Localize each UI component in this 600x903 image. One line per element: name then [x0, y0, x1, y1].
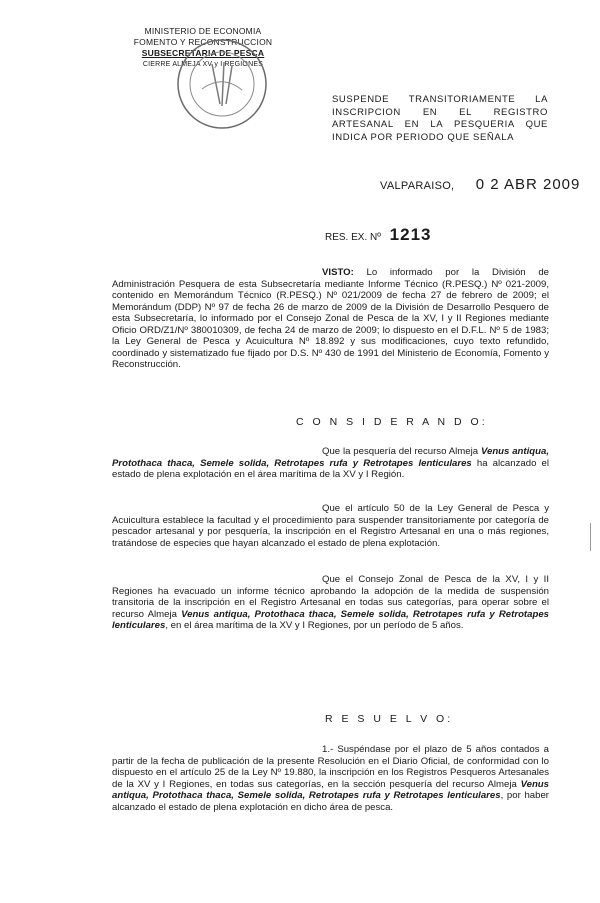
considerando-1-text-a: Que la pesquería del recurso Almeja — [322, 446, 481, 457]
official-seal-stamp — [172, 34, 272, 134]
resolution-number: 1213 — [389, 225, 432, 244]
resuelvo-1-species: Venus antiqua, Protothaca thaca, Semele solida, Retrotapes rufa y Retrotapes lenticulares — [112, 778, 549, 801]
visto-paragraph — [112, 267, 549, 371]
resuelvo-paragraph-1 — [112, 744, 549, 813]
considerando-paragraph-2: Que el artículo 50 de la Ley General de Pesca y Acuicultura establece la facultad y el procedimiento para suspender transitoriamente por categoría de pescador artesanal y por pesquería, la inscripción en el Registro Artesanal en una o más regiones, tratándose de especies que hayan alcanzado el estado de plena explotación. — [112, 503, 549, 549]
ministry-name-line2: FOMENTO Y RECONSTRUCCION — [133, 37, 273, 47]
page-edge-mark — [590, 523, 599, 551]
resuelvo-1-text-a: 1.- Suspéndase por el plazo de 5 años contados a partir de la fecha de publicación de la presente Resolución en el Diario Oficial, de conformidad con lo dispuesto en el artículo 25 de la Ley Nº 19.880, la inscripción en los Registros Pesqueros Artesanales de la XV y I Regiones, en todas sus categorías, en la sección pesquería del recurso Almeja — [112, 744, 549, 790]
resolution-number-line — [325, 225, 432, 245]
considerando-paragraph-1 — [112, 446, 549, 481]
date-stamp: 0 2 ABR 2009 — [475, 176, 581, 193]
resolution-number-label: RES. EX. Nº — [325, 232, 381, 243]
considerando-1-text-b: ha alcanzado el estado de plena explotación en el área marítima de la XV y I Región. — [112, 457, 549, 480]
considerando-heading: C O N S I D E R A N D O: — [296, 416, 488, 428]
considerando-3-text-a: Que el Consejo Zonal de Pesca de la XV, I y II Regiones ha evacuado un informe técnico aprobando la adopción de la medida de suspensión transitoria de la inscripción en el Registro Artesanal en todas sus categorías, para operar sobre el recurso Almeja — [112, 574, 549, 620]
resolution-subject: SUSPENDE TRANSITORIAMENTE LA INSCRIPCION EN EL REGISTRO ARTESANAL EN LA PESQUERIA QUE INDICA POR PERIODO QUE SEÑALA — [332, 94, 548, 143]
considerando-3-species: Venus antiqua, Protothaca thaca, Semele solida, Retrotapes rufa y Retrotapes lenticulares — [112, 608, 549, 631]
considerando-3-text-b: , en el área marítima de la XV y I Regiones, por un período de 5 años. — [165, 620, 464, 631]
considerando-1-species: Venus antiqua, Protothaca thaca, Semele solida, Retrotapes rufa y Retrotapes lenticulares — [112, 446, 549, 469]
place-date-line — [380, 176, 580, 193]
letterhead-subline: CIERRE ALMEJA XV y I REGIONES — [142, 61, 264, 68]
subsecretaria-name: SUBSECRETARIA DE PESCA — [141, 48, 265, 58]
ministry-name-line1: MINISTERIO DE ECONOMIA — [144, 26, 262, 36]
visto-label: VISTO: — [322, 267, 354, 278]
city-label: VALPARAISO, — [380, 180, 455, 192]
considerando-paragraph-3 — [112, 574, 549, 632]
resuelvo-1-text-b: , por haber alcanzado el estado de plena explotación en dicho área de pesca. — [112, 790, 549, 813]
visto-text: Lo informado por la División de Administración Pesquera de esta Subsecretaría mediante Informe Técnico (R.PESQ.) Nº 021-2009, contenido en Memorándum Técnico (R.PESQ.) Nº 021/2009 de fecha 27 de febrero de 2009; el Memorándum (DDP) Nº 97 de fecha 26 de marzo de 2009 de la División de Desarrollo Pesquero de esta Subsecretaría, lo informado por el Consejo Zonal de Pesca de la XV, I y II Regiones mediante Oficio ORD/Z1/Nº 380010309, de fecha 24 de marzo de 2009; lo dispuesto en el D.F.L. Nº 5 de 1983; la Ley General de Pesca y Acuicultura Nº 18.892 y sus modificaciones, cuyo texto refundido, coordinado y sistematizado fue fijado por D.S. Nº 430 de 1991 del Ministerio de Economía, Fomento y Reconstrucción. — [112, 267, 549, 370]
resuelvo-heading: R E S U E L V O: — [325, 713, 454, 725]
